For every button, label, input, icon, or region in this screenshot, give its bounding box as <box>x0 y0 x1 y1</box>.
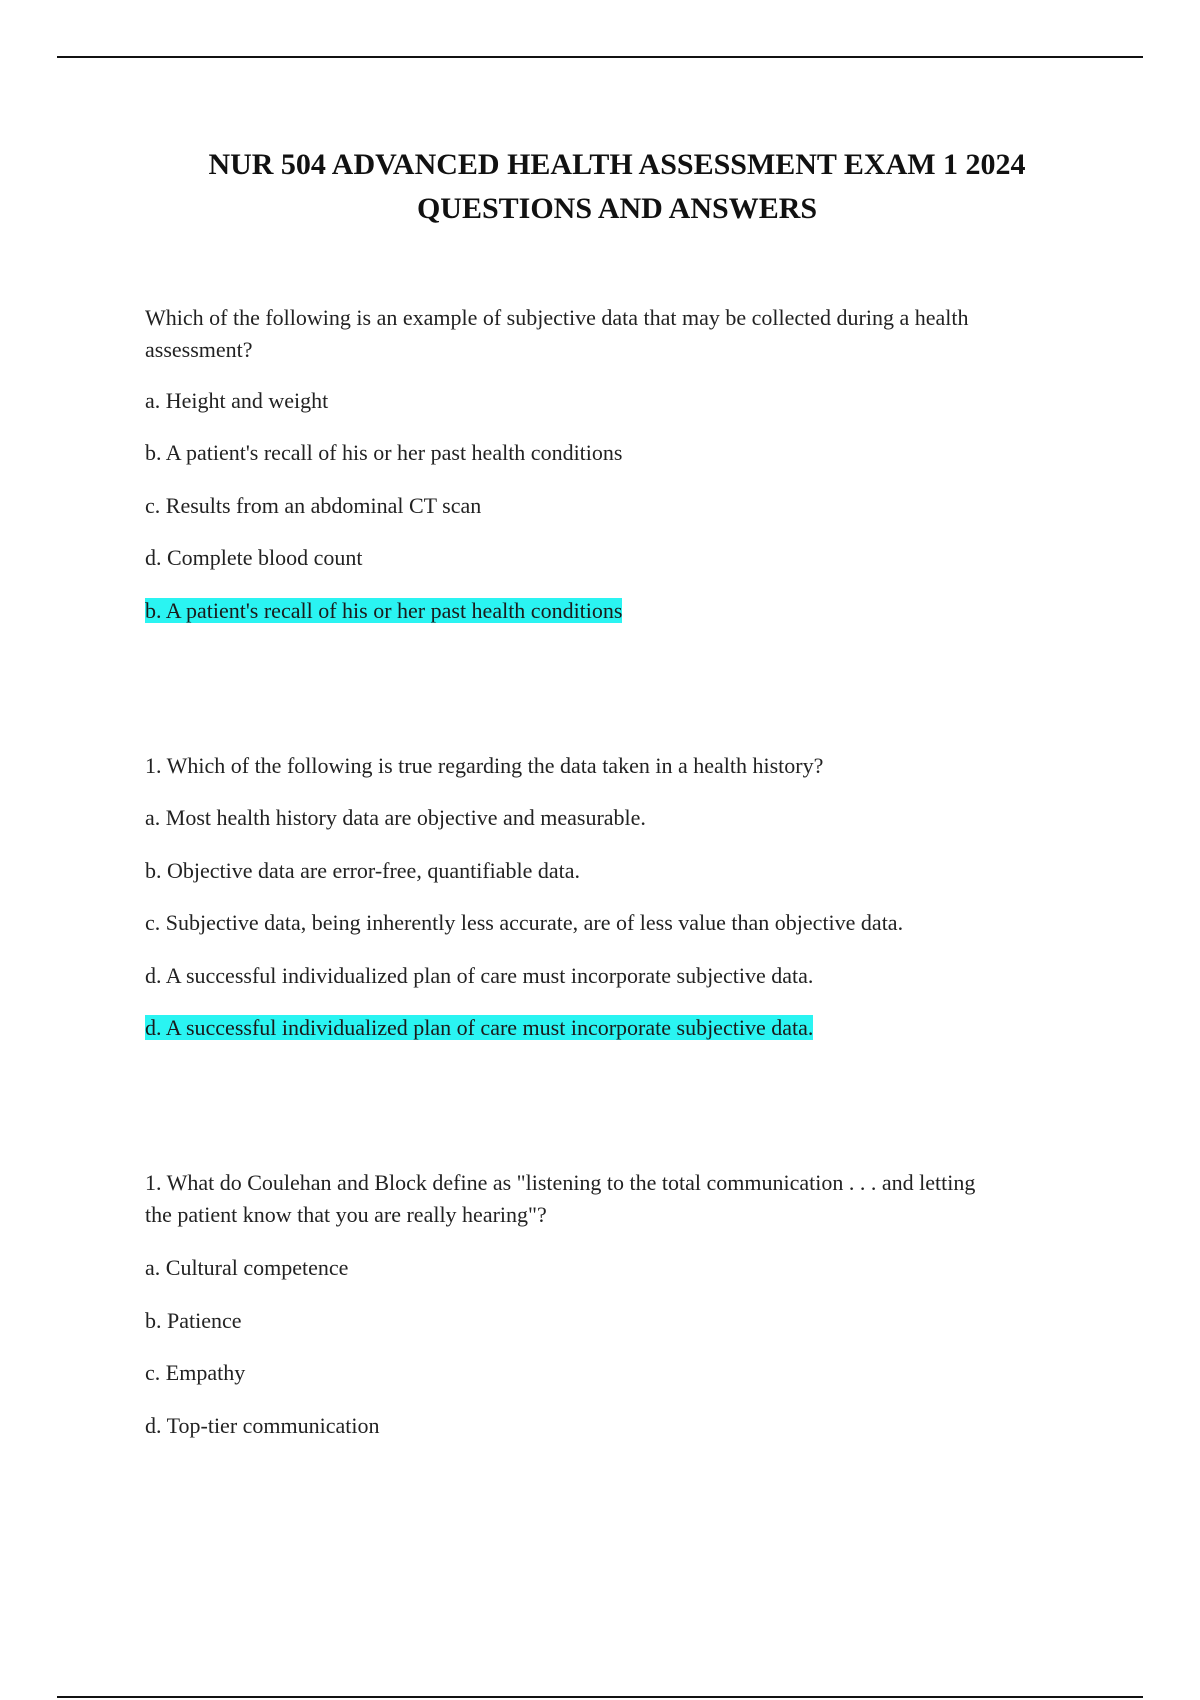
top-rule <box>57 56 1143 58</box>
question-2-option-c: c. Subjective data, being inherently less accurate, are of less value than objective data. <box>145 910 904 935</box>
title-line-2: QUESTIONS AND ANSWERS <box>416 192 818 225</box>
question-2-option-d: d. A successful individualized plan of care must incorporate subjective data. <box>145 963 814 988</box>
question-1-line-1: Which of the following is an example of subjective data that may be collected during a health <box>145 305 969 330</box>
document-title <box>57 143 1177 231</box>
question-2-answer-highlight: d. A successful individualized plan of care must incorporate subjective data. <box>145 1015 814 1040</box>
question-1-option-d: d. Complete blood count <box>145 545 363 570</box>
question-3-line-2: the patient know that you are really hearing"? <box>145 1202 547 1227</box>
question-1-option-c: c. Results from an abdominal CT scan <box>145 493 482 518</box>
question-3-option-d: d. Top-tier communication <box>145 1413 380 1438</box>
question-2-option-a: a. Most health history data are objective and measurable. <box>145 805 646 830</box>
question-1-answer <box>145 595 622 627</box>
question-1-line-2: assessment? <box>145 337 253 362</box>
question-2-text: 1. Which of the following is true regarding the data taken in a health history? <box>145 753 824 778</box>
question-3-option-a: a. Cultural competence <box>145 1255 349 1280</box>
question-3-option-b: b. Patience <box>145 1308 242 1333</box>
question-3-option-c: c. Empathy <box>145 1360 246 1385</box>
question-3-text <box>145 1167 1075 1231</box>
bottom-rule <box>57 1696 1143 1698</box>
title-line-1: NUR 504 ADVANCED HEALTH ASSESSMENT EXAM 1 2024 <box>208 148 1026 181</box>
question-1-text <box>145 302 1075 366</box>
question-1-answer-highlight: b. A patient's recall of his or her past health conditions <box>145 598 623 623</box>
question-2-answer <box>145 1012 813 1044</box>
question-1-option-a: a. Height and weight <box>145 388 329 413</box>
question-3-line-1: 1. What do Coulehan and Block define as "listening to the total communication . . . and letting <box>145 1170 976 1195</box>
question-2-option-b: b. Objective data are error-free, quantifiable data. <box>145 858 581 883</box>
question-1-option-b: b. A patient's recall of his or her past health conditions <box>145 440 623 465</box>
